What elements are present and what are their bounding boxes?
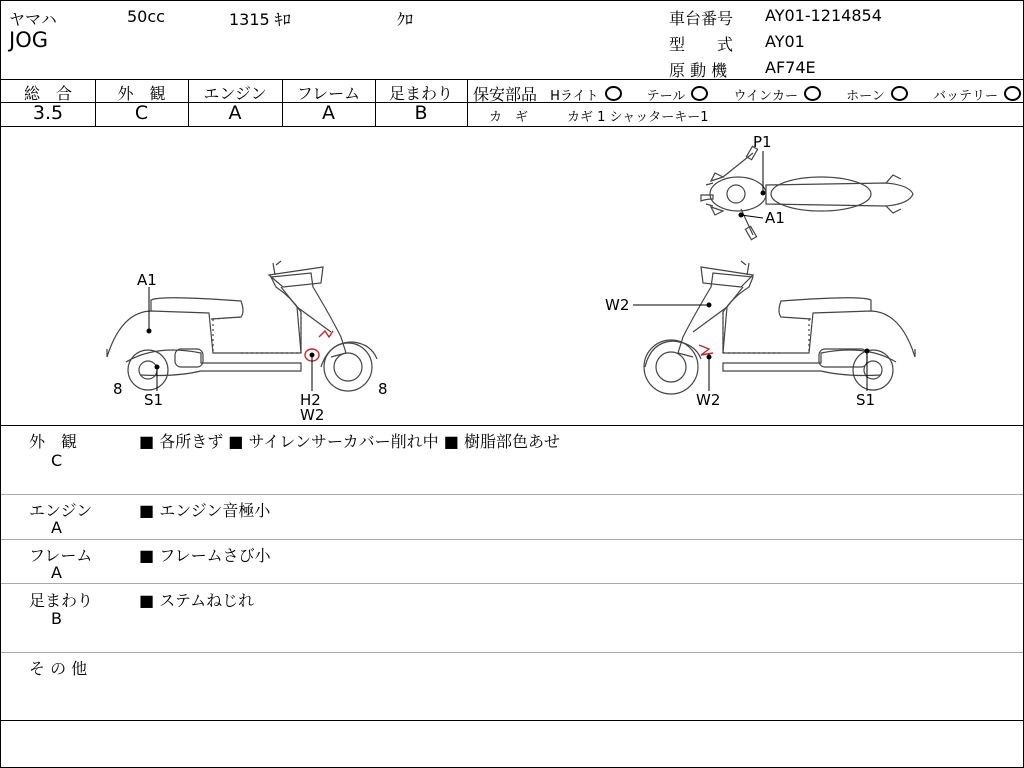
safety-item-label: バッテリー: [933, 89, 999, 104]
note-category-suspension: 足まわり: [29, 591, 94, 610]
ok-circle-icon: [605, 86, 622, 101]
note-category-frame: フレーム: [29, 546, 93, 565]
chassis-value: AY01-1214854: [765, 6, 882, 25]
label-left-8b: 8: [378, 380, 388, 398]
top-view-scooter: [701, 146, 913, 239]
grade-label-engine: エンジン: [203, 84, 267, 103]
maker: ヤマハ: [9, 10, 57, 29]
label-right-w2a: W2: [605, 296, 630, 314]
mileage: 1315 ｷﾛ: [229, 10, 291, 29]
model-name: JOG: [9, 28, 48, 52]
safety-item-label: Hライト: [550, 89, 599, 104]
damage-diagram: [1, 127, 1023, 425]
displacement: 50cc: [127, 7, 165, 26]
note-grade-engine: A: [51, 518, 62, 537]
note-text-engine: ■ エンジン音極小: [139, 501, 271, 520]
note-grade-exterior: C: [51, 451, 63, 470]
safety-parts-row: [473, 82, 1021, 105]
label-left-w2: W2: [300, 406, 325, 424]
ok-circle-icon: [1004, 86, 1021, 101]
ok-circle-icon: [891, 86, 908, 101]
divider: [1, 583, 1023, 584]
label-right-s1: S1: [856, 391, 876, 409]
note-text-frame: ■ フレームさび小: [139, 546, 271, 565]
type-label: 型 式: [669, 35, 734, 54]
divider: [1, 494, 1023, 495]
label-right-w2b: W2: [696, 391, 721, 409]
right-side-scooter: [644, 261, 915, 394]
divider: [1, 539, 1023, 540]
grade-value-suspension: B: [414, 102, 428, 124]
note-grade-suspension: B: [51, 609, 62, 628]
safety-item-label: ウインカー: [733, 89, 799, 104]
note-text-suspension: ■ ステムねじれ: [139, 591, 255, 610]
note-grade-frame: A: [51, 563, 62, 582]
divider: [1, 79, 1023, 80]
note-category-other: そ の 他: [29, 659, 88, 678]
divider: [1, 425, 1023, 426]
ok-circle-icon: [804, 86, 821, 101]
divider: [1, 720, 1023, 721]
label-left-s1: S1: [144, 391, 164, 409]
label-left-8a: 8: [113, 380, 123, 398]
note-category-engine: エンジン: [29, 501, 93, 520]
note-category-exterior: 外 観: [29, 432, 78, 451]
safety-item-tail: [647, 89, 709, 104]
grade-value-exterior: C: [134, 102, 149, 124]
grade-value-overall: 3.5: [32, 102, 64, 124]
grade-value-frame: A: [322, 102, 335, 124]
grade-label-exterior: 外 観: [117, 84, 166, 103]
grade-value-engine: A: [228, 102, 242, 124]
label-left-h2: H2: [300, 391, 321, 409]
note-text-exterior: ■ 各所きず ■ サイレンサーカバー削れ中 ■ 樹脂部色あせ: [139, 432, 560, 451]
label-left-a1: A1: [137, 271, 157, 289]
safety-item-winker: [733, 89, 821, 104]
grade-label-overall: 総 合: [23, 84, 72, 103]
grade-label-frame: フレーム: [296, 84, 361, 103]
key-label: カ ギ: [489, 110, 529, 125]
safety-item-label: ホーン: [846, 89, 885, 104]
label-p1: P1: [753, 133, 772, 151]
chassis-label: 車台番号: [669, 9, 734, 28]
engine-value: AF74E: [765, 58, 816, 77]
label-top-a1: A1: [765, 209, 785, 227]
grade-label-suspension: 足まわり: [388, 84, 453, 103]
safety-item-label: テール: [646, 89, 686, 104]
ok-circle-icon: [691, 86, 708, 101]
divider: [1, 652, 1023, 653]
color: ｸﾛ: [397, 10, 414, 29]
safety-item-horn: [846, 89, 908, 104]
engine-label: 原 動 機: [669, 61, 728, 80]
safety-item-battery: [933, 89, 1021, 104]
key-value: カギ 1 シャッターキー1: [567, 110, 709, 125]
leader-lines: [147, 151, 869, 391]
type-value: AY01: [765, 32, 805, 51]
safety-title: 保安部品: [473, 85, 538, 104]
safety-item-headlight: [550, 89, 621, 104]
